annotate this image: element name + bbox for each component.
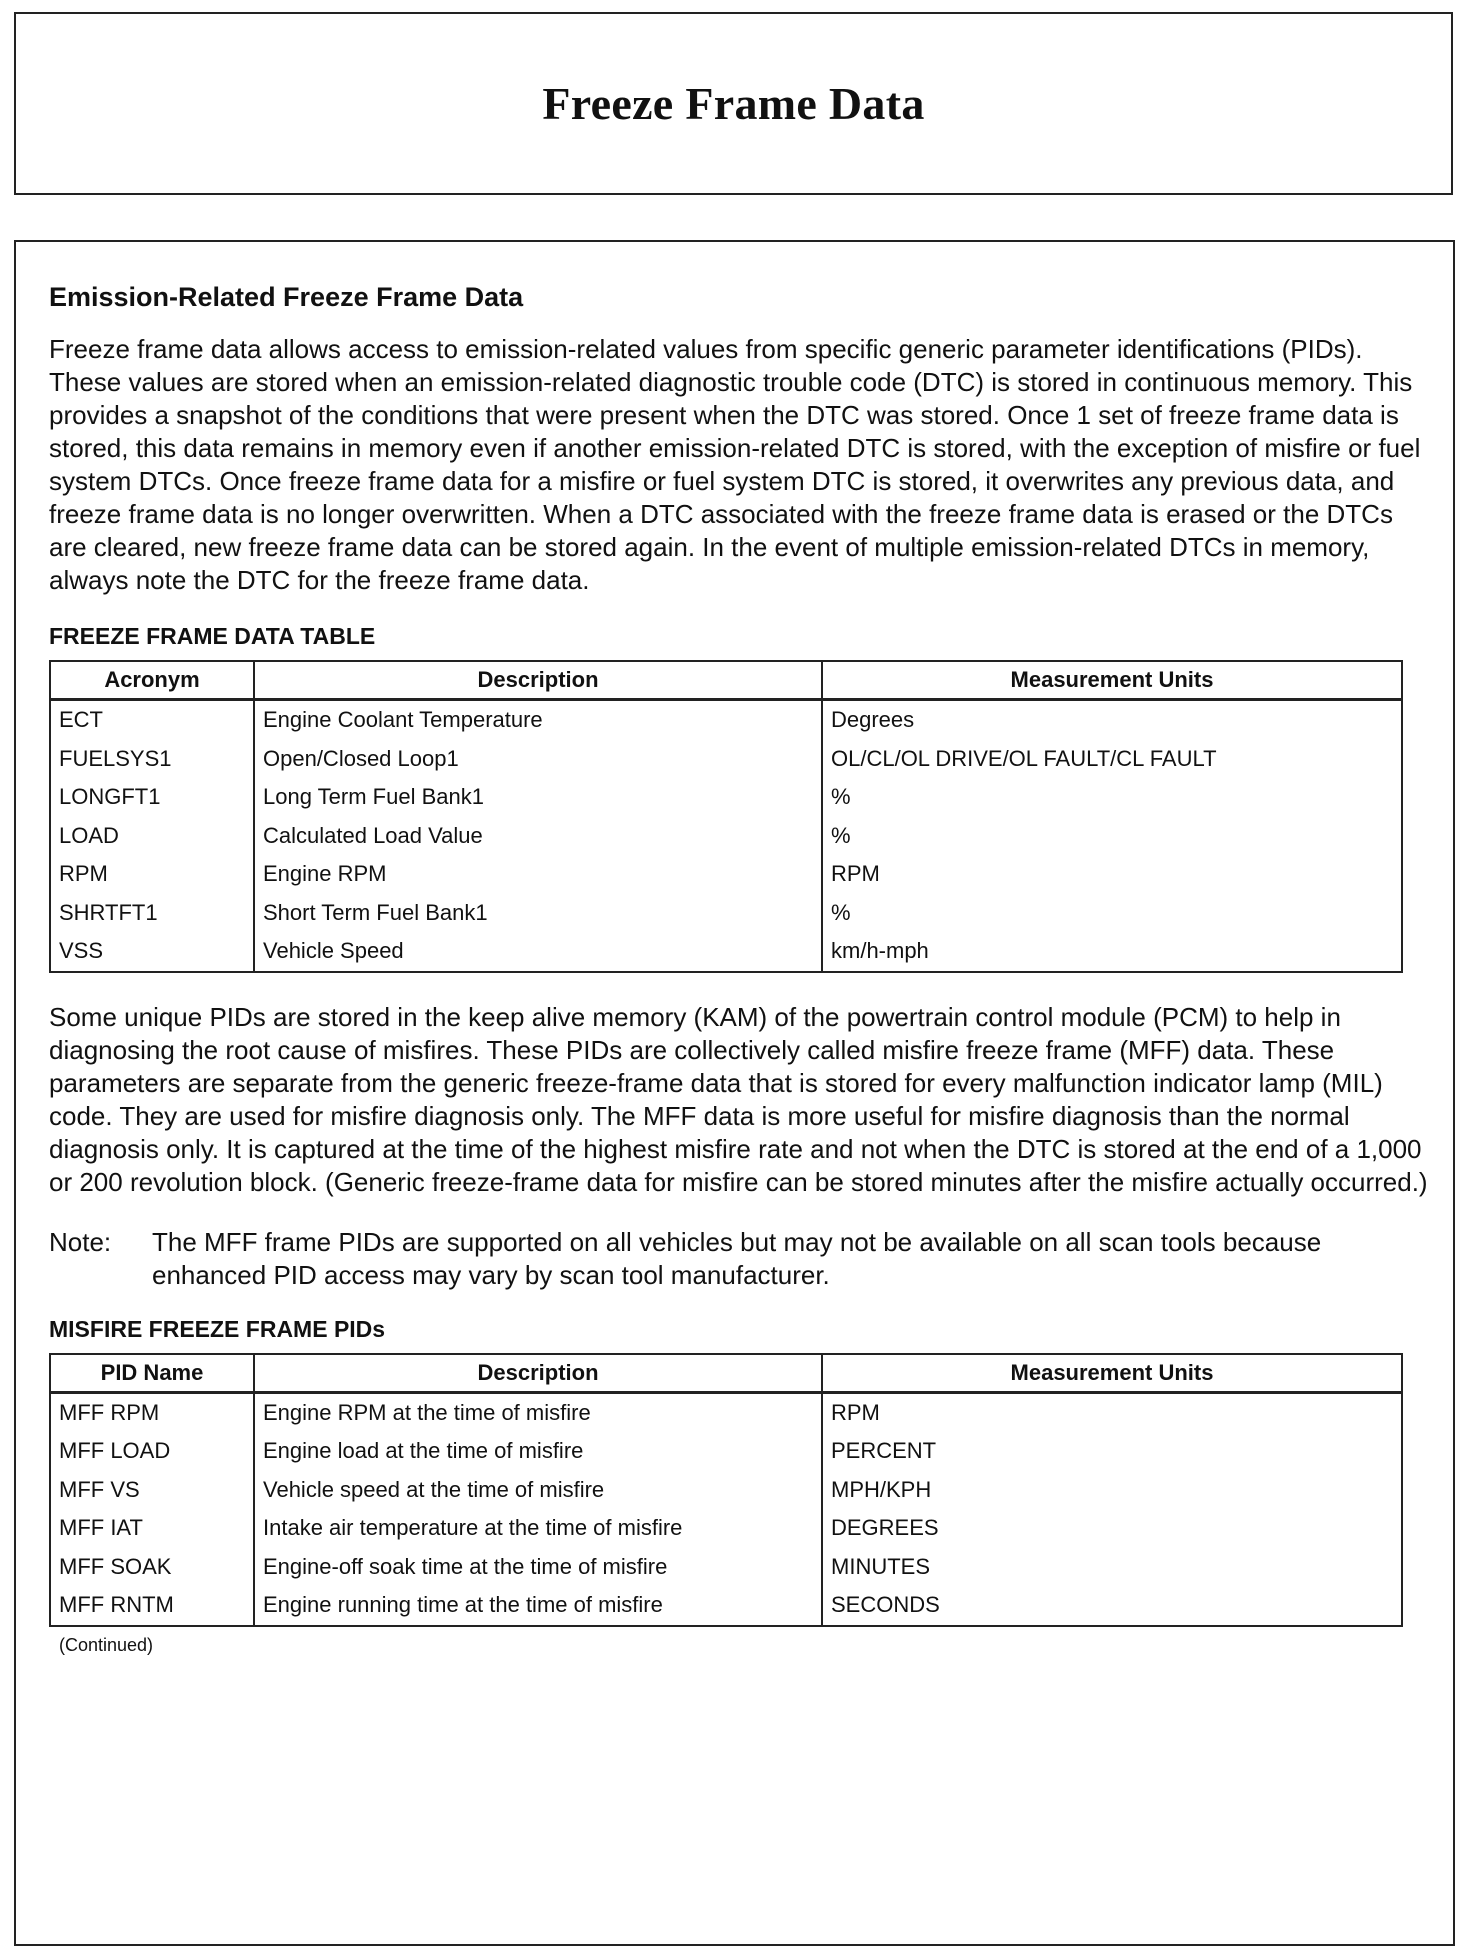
table-cell: Open/Closed Loop1	[254, 740, 822, 779]
table-row	[50, 1548, 1402, 1587]
column-header: Measurement Units	[822, 661, 1402, 700]
table-row	[50, 778, 1402, 817]
table-cell: SECONDS	[822, 1586, 1402, 1626]
continued-label: (Continued)	[59, 1634, 154, 1655]
table-cell: Vehicle Speed	[254, 932, 822, 972]
table-row	[50, 740, 1402, 779]
mff-table-caption: MISFIRE FREEZE FRAME PIDs	[49, 1315, 386, 1342]
table-cell: Short Term Fuel Bank1	[254, 894, 822, 933]
table-cell: %	[822, 817, 1402, 856]
column-header: PID Name	[50, 1354, 254, 1393]
table-cell: PERCENT	[822, 1432, 1402, 1471]
table-cell: Engine running time at the time of misfire	[254, 1586, 822, 1626]
freeze-frame-table	[49, 660, 1403, 973]
section-heading: Emission-Related Freeze Frame Data	[49, 282, 524, 312]
table-cell: RPM	[50, 855, 254, 894]
table-cell: Intake air temperature at the time of misfire	[254, 1509, 822, 1548]
table-row	[50, 1392, 1402, 1432]
table-row	[50, 855, 1402, 894]
table-cell: Engine Coolant Temperature	[254, 700, 822, 740]
table-cell: Engine RPM	[254, 855, 822, 894]
table-cell: SHRTFT1	[50, 894, 254, 933]
table-row	[50, 1509, 1402, 1548]
page-title: Freeze Frame Data	[542, 78, 925, 129]
intro-paragraph: Freeze frame data allows access to emission-related values from specific generic parameter identifications (PIDs). These values are stored when an emission-related diagnostic trouble code (DTC) is stored in continuous memory. This provides a snapshot of the conditions that were present when the DTC was stored. Once 1 set of freeze frame data is stored, this data remains in memory even if another emission-related DTC is stored, with the exception of misfire or fuel system DTCs. Once freeze frame data for a misfire or fuel system DTC is stored, it overwrites any previous data, and freeze frame data is no longer overwritten. When a DTC associated with the freeze frame data is erased or the DTCs are cleared, new freeze frame data can be stored again. In the event of multiple emission-related DTCs in memory, always note the DTC for the freeze frame data.	[49, 334, 1421, 595]
table-cell: Vehicle speed at the time of misfire	[254, 1471, 822, 1510]
table-row	[50, 817, 1402, 856]
table-cell: MFF LOAD	[50, 1432, 254, 1471]
table-row	[50, 894, 1402, 933]
column-header: Description	[254, 1354, 822, 1393]
table-cell: MFF IAT	[50, 1509, 254, 1548]
note-label: Note:	[49, 1226, 112, 1257]
table-header-row	[50, 661, 1402, 700]
table-cell: ECT	[50, 700, 254, 740]
table-cell: Engine RPM at the time of misfire	[254, 1392, 822, 1432]
note	[49, 1226, 1429, 1292]
table-cell: VSS	[50, 932, 254, 972]
table-cell: Engine-off soak time at the time of misfire	[254, 1548, 822, 1587]
column-header: Description	[254, 661, 822, 700]
note-text: The MFF frame PIDs are supported on all vehicles but may not be available on all scan tools because enhanced PID access may vary by scan tool manufacturer.	[152, 1226, 1322, 1290]
table-row	[50, 1471, 1402, 1510]
table-cell: MFF RNTM	[50, 1586, 254, 1626]
table-cell: LOAD	[50, 817, 254, 856]
table-cell: Long Term Fuel Bank1	[254, 778, 822, 817]
table-cell: %	[822, 894, 1402, 933]
table-cell: km/h-mph	[822, 932, 1402, 972]
table-cell: Calculated Load Value	[254, 817, 822, 856]
table-cell: MPH/KPH	[822, 1471, 1402, 1510]
table-row	[50, 1586, 1402, 1626]
table-cell: FUELSYS1	[50, 740, 254, 779]
content-box	[14, 240, 1455, 1946]
table-row	[50, 932, 1402, 972]
table-row	[50, 700, 1402, 740]
table-cell: OL/CL/OL DRIVE/OL FAULT/CL FAULT	[822, 740, 1402, 779]
table-cell: MINUTES	[822, 1548, 1402, 1587]
mff-paragraph: Some unique PIDs are stored in the keep alive memory (KAM) of the powertrain control module (PCM) to help in diagnosing the root cause of misfires. These PIDs are collectively called misfire freeze frame (MFF) data. These parameters are separate from the generic freeze-frame data that is stored for every malfunction indicator lamp (MIL) code. They are used for misfire diagnosis only. The MFF data is more useful for misfire diagnosis than the normal diagnosis only. It is captured at the time of the highest misfire rate and not when the DTC is stored at the end of a 1,000 or 200 revolution block. (Generic freeze-frame data for misfire can be stored minutes after the misfire actually occurred.)	[49, 1001, 1428, 1197]
table-cell: MFF SOAK	[50, 1548, 254, 1587]
table-row	[50, 1432, 1402, 1471]
misfire-freeze-frame-table	[49, 1353, 1403, 1627]
content-inner	[49, 282, 1429, 1656]
table-cell: MFF VS	[50, 1471, 254, 1510]
table-cell: LONGFT1	[50, 778, 254, 817]
table-cell: MFF RPM	[50, 1392, 254, 1432]
title-box	[14, 12, 1453, 195]
column-header: Measurement Units	[822, 1354, 1402, 1393]
table-cell: Degrees	[822, 700, 1402, 740]
column-header: Acronym	[50, 661, 254, 700]
table-cell: Engine load at the time of misfire	[254, 1432, 822, 1471]
table-cell: RPM	[822, 855, 1402, 894]
table-cell: RPM	[822, 1392, 1402, 1432]
table-cell: DEGREES	[822, 1509, 1402, 1548]
freeze-table-caption: FREEZE FRAME DATA TABLE	[49, 623, 376, 649]
table-header-row	[50, 1354, 1402, 1393]
table-cell: %	[822, 778, 1402, 817]
